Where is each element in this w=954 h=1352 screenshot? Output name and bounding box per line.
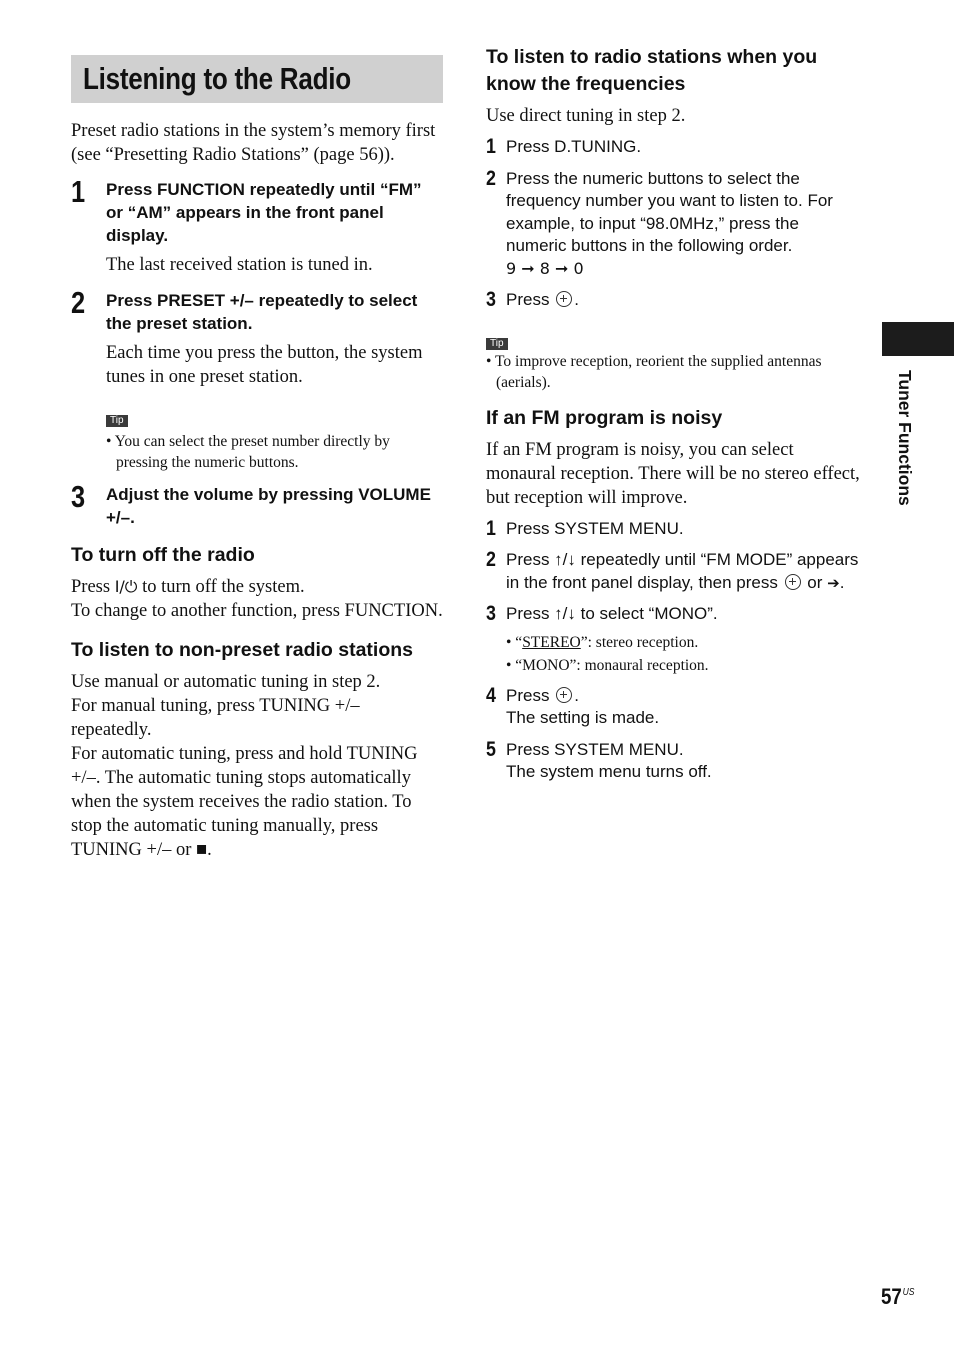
non-preset-p2: For manual tuning, press TUNING +/– repeatedly. [71, 696, 360, 740]
enter-button-icon [785, 574, 801, 590]
step-text: Press SYSTEM MENU. [506, 739, 684, 759]
step-1 [71, 174, 443, 277]
step-number: 2 [486, 166, 496, 190]
tip-badge: Tip [106, 415, 128, 427]
text-fragment: . [574, 290, 579, 309]
freq-step-2 [486, 168, 861, 281]
text-fragment: Press ↑/↓ repeatedly until “FM MODE” appears in the front panel display, then press [506, 550, 859, 592]
turn-off-line1 [71, 575, 443, 599]
step-heading: Adjust the volume by pressing VOLUME +/–. [106, 485, 431, 527]
right-arrow-icon: ➔ [827, 573, 840, 592]
freq-step-3 [486, 289, 861, 312]
step-body: Each time you press the button, the system tunes in one preset station. [106, 343, 423, 387]
noisy-step-2 [486, 549, 861, 594]
page-number-value: 57 [881, 1284, 902, 1309]
step-2 [71, 285, 443, 473]
title-banner [71, 55, 443, 103]
step-text [506, 289, 861, 312]
step-number: 4 [486, 683, 496, 707]
text-fragment: Press [506, 685, 555, 705]
number-sequence: 9 ➞ 8 ➞ 0 [506, 258, 584, 278]
step-number: 1 [71, 174, 86, 209]
step-number: 3 [71, 479, 86, 514]
section-label: Tuner Functions [895, 370, 915, 506]
text-fragment: ”: stereo reception. [580, 633, 699, 651]
default-option: STEREO [522, 633, 581, 651]
enter-button-icon [556, 291, 572, 307]
tip-block [486, 333, 861, 393]
tip-badge: Tip [486, 338, 508, 350]
tip-text: • To improve reception, reorient the supplied antennas (aerials). [486, 352, 822, 391]
step-text: Press the numeric buttons to select the frequency number you want to listen to. For example, to input “98.0MHz,” press the numeric buttons in the following order. [506, 168, 833, 255]
page-number-suffix: US [902, 1287, 915, 1298]
mode-options [486, 631, 861, 677]
freq-intro: Use direct tuning in step 2. [486, 106, 686, 126]
step-text: Press SYSTEM MENU. [506, 518, 684, 538]
step-number: 1 [486, 135, 496, 158]
text-fragment: or [802, 572, 828, 592]
step-number: 1 [486, 516, 496, 540]
noisy-step-4 [486, 685, 861, 730]
noisy-step-1 [486, 518, 861, 541]
noisy-intro: If an FM program is noisy, you can select monaural reception. There will be no stereo effect, but reception will improve. [486, 439, 860, 508]
page-number [881, 1284, 914, 1310]
step-text: Press D.TUNING. [506, 137, 642, 156]
step-text: Press ↑/↓ to select “MONO”. [506, 604, 718, 623]
power-icon: I/⏻ [114, 577, 138, 596]
non-preset-p3: For automatic tuning, press and hold TUNING +/–. The automatic tuning stops automatically when the system receives the radio station. To stop the automatic tuning manually, press TUNING +/– or ■. [71, 744, 418, 860]
step-body: The last received station is tuned in. [106, 255, 373, 275]
option-mono: • “MONO”: monaural reception. [506, 656, 709, 674]
enter-button-icon [556, 687, 572, 703]
step-number: 2 [71, 285, 86, 320]
step-number: 5 [486, 737, 496, 761]
text-fragment: . [839, 572, 845, 592]
text-fragment: . [574, 685, 579, 705]
left-column [71, 55, 443, 862]
text-fragment: Press [506, 290, 555, 309]
step-heading: Press FUNCTION repeatedly until “FM” or “AM” appears in the front panel display. [106, 180, 422, 245]
right-column [486, 44, 861, 784]
noisy-step-3 [486, 603, 861, 626]
page-title: Listening to the Radio [83, 61, 351, 96]
tip-text: • You can select the preset number directly by pressing the numeric buttons. [106, 433, 390, 471]
step-text [506, 685, 861, 708]
step-result: The setting is made. [506, 708, 660, 727]
non-preset-heading: To listen to non-preset radio stations [71, 639, 413, 661]
step-result: The system menu turns off. [506, 762, 712, 781]
option-stereo [506, 631, 861, 654]
noisy-heading: If an FM program is noisy [486, 406, 723, 429]
step-number: 3 [486, 602, 496, 625]
step-3 [71, 479, 443, 529]
section-tab-marker [882, 322, 954, 356]
step-text [506, 549, 861, 594]
freq-heading: To listen to radio stations when you know the frequencies [486, 46, 818, 95]
text-fragment: Press [71, 577, 115, 597]
text-fragment: • “ [506, 633, 523, 651]
noisy-step-5 [486, 739, 861, 784]
step-number: 2 [486, 548, 496, 571]
text-fragment: to turn off the system. [137, 577, 305, 597]
step-number: 3 [486, 288, 496, 311]
tip-block [106, 410, 443, 473]
step-heading: Press PRESET +/– repeatedly to select the preset station. [106, 291, 418, 333]
freq-step-1 [486, 136, 861, 159]
turn-off-heading: To turn off the radio [71, 544, 255, 566]
turn-off-line2: To change to another function, press FUNCTION. [71, 601, 443, 621]
intro-paragraph: Preset radio stations in the system’s memory first (see “Presetting Radio Stations” (page 56)). [71, 121, 436, 165]
non-preset-p1: Use manual or automatic tuning in step 2. [71, 672, 381, 692]
